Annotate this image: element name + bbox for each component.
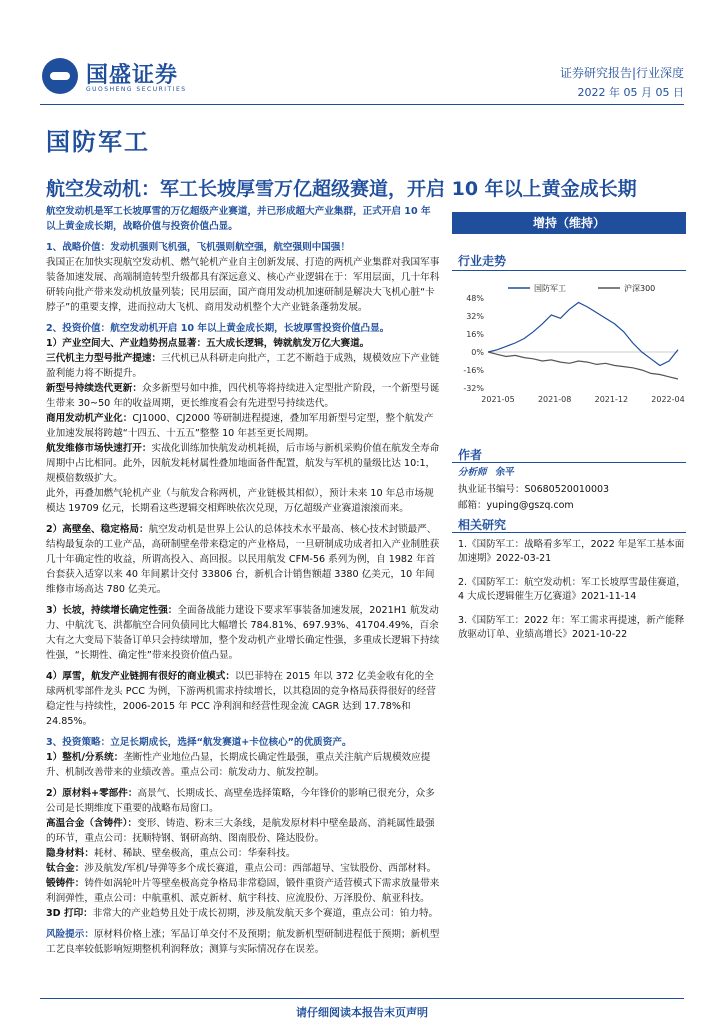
x-tick-label: 2021-08: [537, 395, 572, 404]
para-3gen: 三代机主力型号批产提速：三代机已从科研走向批产，工艺不断趋于成熟，规模效应下产业链盈利能力将不断提升。: [46, 353, 440, 379]
related-item[interactable]: 3.《国防军工：2022 年：军工需求再提速，新产能释放驱动订单、业绩高增长》2021-10-22: [458, 615, 685, 640]
para-maintenance: 航发维修市场快速打开：实战化训练加快航发动机耗损，后市场与新机采购价值在航发全寿命周期中占比相同。此外，因航发耗材属性叠加地面备件配置，航发与军机的量级比达 10:1，规模倍数级扩大。: [46, 443, 440, 484]
risk-note: 风险提示：原材料价格上涨；军品订单交付不及预期；航发新机型研制进程低于预期；新机型工艺良率较低影响短期整机利润释放；测算与实际情况存在误差。: [46, 929, 440, 955]
para-stealth: 隐身材料：耗材、稀缺、壁垒极高，重点公司：华秦科技。: [46, 848, 296, 859]
related-item[interactable]: 2.《国防军工：航空发动机：军工长坡厚雪最佳赛道，4 大成长逻辑催生万亿赛道》2021-11-14: [458, 577, 686, 602]
para-3d-print: 3D 打印：非常大的产业趋势且处于成长初期，涉及航发航天多个赛道，重点公司：铂力特。: [46, 908, 439, 919]
y-tick-label: 48%: [466, 294, 484, 303]
legend-label: 沪深300: [624, 284, 656, 293]
para-forging: 锻铸件：铸件如涡轮叶片等壁垒极高竞争格局非常稳固，锻件重资产适营模式下需求放量带来利润弹性，重点公司：中航重机、派克新材、航宇科技、应流股份、万泽股份、航亚科技。: [46, 878, 440, 904]
rating-badge: 增持（维持）: [452, 212, 686, 234]
para-titanium: 钛合金：涉及航发/军机/导弹等多个成长赛道，重点公司：西部超导、宝钛股份、西部材料。: [46, 863, 437, 874]
company-logo-icon: [42, 58, 78, 94]
section-2-head: 2、投资价值：航空发动机开启 10 年以上黄金成长期，长坡厚雪投资价值凸显。: [46, 323, 390, 334]
author-block: 分析师 余平 执业证书编号：S0680520010003 邮箱：yuping@gszq.com: [452, 466, 686, 513]
para-barrier: 2）高壁垒、稳定格局：航空发动机是世界上公认的总体技术水平最高、核心技术封锁最严、结构最复杂的工业产品，高研制壁垒带来稳定的产业格局，一旦研制成功成者扣入产业制胜获几十年确定性的收益，所谓高投入、高回报。以民用航发 CFM-56 系列为例，自 1982 年首台套获入适穿以来 40 年间累计交付 33806 台，新机合计销售额超 3380 亿美元，10 年间维修市场高达 780 亿美元。: [46, 524, 440, 595]
y-tick-label: 0%: [471, 348, 484, 357]
y-tick-label: -32%: [463, 384, 484, 393]
para-total: 此外，再叠加燃气轮机产业（与航发合称两机，产业链极其相似），预计未来 10 年总市场规模达 19709 亿元，长期看这些逻辑交相辉映依次兑现，万亿超级产业赛道滚滚而来。: [46, 488, 434, 514]
analyst-email[interactable]: 邮箱：yuping@gszq.com: [458, 500, 574, 511]
company-name-en: GUOSHENG SECURITIES: [86, 86, 187, 93]
x-tick-label: 2021-12: [594, 395, 629, 404]
x-tick-label: 2022-04: [651, 395, 685, 404]
author-head: 作者: [458, 448, 483, 462]
series-line-1: [488, 352, 678, 379]
para-materials: 2）原材料+零部件：高景气、长期成长、高壁垒选择策略，今年锋价的影响已很充分，众多公司是长期维度下重要的战略布局窗口。: [46, 788, 435, 814]
report-title: 航空发动机：军工长坡厚雪万亿超级赛道，开启 10 年以上黄金成长期: [46, 178, 637, 200]
report-type: 证券研究报告|行业深度: [559, 66, 684, 80]
main-text: 航空发动机是军工长坡厚雪的万亿超级产业赛道，并已形成超大产业集群，正式开启 10 年以上黄金成长期，战略价值与投资价值凸显。 1、战略价值：发动机强则飞机强，飞机强则航空强，航空强则中国强！ 我国正在加快实现航空发动机、燃气轮机产业自主创新发展、打造的两机产业集群对我国军事装备加速发展、高端制造转型升级都具有深远意义、核心产业逻辑在于：军用层面，几十年科研转向批产带来发动机放量列装；民用层面，国产商用发动机加速研制是解决大飞机心脏“卡脖子”的重要支撑，进而拉动大飞机、商用发动机整个大产业链条蓬勃发展。 2、投资价值：航空发动机开启 10 年以上黄金成长期，长坡厚雪投资价值凸显。 1）产业空间大、产业趋势拐点显著：五大成长逻辑，铸就航发万亿大赛道。 三代机主力型号批产提速：三代机已从科研走向批产，工艺不断趋于成熟，规模效应下产业链盈利能力将不断提升。 新型号持续迭代更新：众多新型号如中推，四代机等将持续进入定型批产阶段，一个新型号诞生带来 30~50 年的收益周期，更长维度看会有先进型号持续迭代。 商用发动机产业化：CJ1000、CJ2000 等研制进程提速，叠加军用新型号定型，整个航发产业加速发展将跨越“十四五、十五五”整整 10 年甚至更长周期。 航发维修市场快速打开：实战化训练加快航发动机耗损，后市场与新机采购价值在航发全寿命周期中占比相同。此外，因航发耗材属性叠加地面备件配置，航发与军机的量级比达 10:1，规模倍数级扩大。 此外，再叠加燃气轮机产业（与航发合称两机，产业链极其相似），预计未来 10 年总市场规模达 19709 亿元，长期看这些逻辑交相辉映依次兑现，万亿超级产业赛道滚滚而来。 2）高壁垒、稳定格局：航空发动机是世界上公认的总体技术水平最高、核心技术封锁最严、结构最复杂的工业产品，高研制壁垒带来稳定的产业格局，一旦研制成功成者扣入产业制胜获几十年确定性的收益，所谓高投入、高回报。以民用航发 CFM-56 系列为例，自 1982 年首台套获入适穿以来 40 年间累计交付 33806 台，新机合计销售额超 3380 亿美元，10 年间维修市场高达 780 亿美元。 3）长坡，持续增长确定性强：全面备战能力建设下要求军事装备加速发展，2021H1 航发动力、中航沈飞、洪都航空合同负债同比大幅增长 784.81%、697.93%、41704.49%，百余大有之大变局下装备订单只会持续增加，整个发动机产业增长确定性强，多重成长逻辑下持续性强，“长期性、确定性”带来投资价值凸显。 4）厚雪，航发产业链拥有很好的商业模式：以巴菲特在 2015 年以 372 亿美金收有化的全球两机零部件龙头 PCC 为例，下游两机需求持续增长，以其稳固的竞争格局获得很好的经营稳定性与持续性，2006-2015 年 PCC 净利润和经营性现金流 CAGR 达到 17.78%和 24.85%。 3、投资策略：立足长期成长，选择“航发赛道+卡位核心”的优质资产。 1）整机/分系统：垄断性产业地位凸显，长期成长确定性最强，重点关注航产后规模效应提升、机制改善带来的业绩改善。重点公司：航发动力、航发控制。 2）原材料+零部件：高景气、长期成长、高壁垒选择策略，今年锋价的影响已很充分，众多公司是长期维度下重要的战略布局窗口。 高温合金（含铸件）：变形、铸造、粉末三大条线，是航发原材料中壁垒最高、消耗属性最强的环节，重点公司：抚顺特钢、钢研高纳、图南股份、隆达股份。 隐身材料：耗材、稀缺、壁垒极高，重点公司：华秦科技。 钛合金：涉及航发/军机/导弹等多个成长赛道，重点公司：西部超导、宝钛股份、西部材料。 锻铸件：铸件如涡轮叶片等壁垒极高竞争格局非常稳固，锻件重资产适营模式下需求放量带来利润弹性，重点公司：中航重机、派克新材、航宇科技、应流股份、万泽股份、航亚科技。 3D 打印：非常大的产业趋势且处于成长初期，涉及航发航天多个赛道，重点公司：铂力特。 风险提示：原材料价格上涨；军品订单交付不及预期；航发新机型研制进程低于预期；新机型工艺良率较低影响短期整机利润释放；测算与实际情况存在误差。: [46, 206, 440, 955]
related-list: [452, 538, 686, 652]
report-date: 2022 年 05 月 05 日: [577, 86, 684, 99]
trend-title: 行业走势: [458, 254, 507, 268]
footer-disclaimer: 请仔细阅读本报告末页声明: [296, 1006, 428, 1019]
para-superalloy: 高温合金（含铸件）：变形、铸造、粉末三大条线，是航发原材料中壁垒最高、消耗属性最强的环节，重点公司：抚顺特钢、钢研高纳、图南股份、隆达股份。: [46, 818, 435, 844]
para-engine: 1）整机/分系统：垄断性产业地位凸显，长期成长确定性最强，重点关注航产后规模效应提升、机制改善带来的业绩改善。重点公司：航发动力、航发控制。: [46, 752, 431, 778]
section-1: 1、战略价值：发动机强则飞机强，飞机强则航空强，航空强则中国强！ 我国正在加快实现航空发动机、燃气轮机产业自主创新发展、打造的两机产业集群对我国军事装备加速发展、高端制造转型升级都具有深远意义、核心产业逻辑在于：军用层面，几十年科研转向批产带来发动机放量列装；民用层面，国产商用发动机加速研制是解决大飞机心脏“卡脖子”的重要支撑，进而拉动大飞机、商用发动机整个大产业链条蓬勃发展。: [46, 242, 440, 313]
section-3-head: 3、投资策略：立足长期成长，选择“航发赛道+卡位核心”的优质资产。: [46, 737, 352, 748]
related-item[interactable]: 1.《国防军工：战略看多军工，2022 年是军工基本面加速期》2022-03-21: [458, 539, 685, 564]
para-new-models: 新型号持续迭代更新：众多新型号如中推，四代机等将持续进入定型批产阶段，一个新型号诞生带来 30~50 年的收益周期，更长维度看会有先进型号持续迭代。: [46, 383, 440, 409]
y-tick-label: 32%: [466, 312, 484, 321]
para-business: 4）厚雪，航发产业链拥有很好的商业模式：以巴菲特在 2015 年以 372 亿美金收有化的全球两机零部件龙头 PCC 为例，下游两机需求持续增长，以其稳固的竞争格局获得很好的经营稳定性与持续性，2006-2015 年 PCC 净利润和经营性现金流 CAGR 达到 17.78%和 24.85%。: [46, 671, 436, 727]
legend-label: 国防军工: [534, 284, 566, 293]
industry-title: 国防军工: [46, 128, 150, 156]
analyst-name: 余平: [495, 467, 515, 478]
para-growth: 3）长坡，持续增长确定性强：全面备战能力建设下要求军事装备加速发展，2021H1 航发动力、中航沈飞、洪都航空合同负债同比大幅增长 784.81%、697.93%、41704.49%，百余大有之大变局下装备订单只会持续增加，整个发动机产业增长确定性强，多重成长逻辑下持续性强，“长期性、确定性”带来投资价值凸显。: [46, 605, 440, 661]
summary: 航空发动机是军工长坡厚雪的万亿超级产业赛道，并已形成超大产业集群，正式开启 10 年以上黄金成长期，战略价值与投资价值凸显。: [46, 206, 431, 232]
y-tick-label: -16%: [463, 366, 484, 375]
trend-chart: [452, 278, 686, 414]
y-tick-label: 16%: [466, 330, 484, 339]
x-tick-label: 2021-05: [481, 395, 515, 404]
related-head: 相关研究: [458, 518, 507, 532]
cert-number: 执业证书编号：S0680520010003: [458, 484, 610, 495]
header-divider: [40, 104, 684, 105]
company-name: 国盛证券: [86, 63, 179, 88]
para-commercial: 商用发动机产业化：CJ1000、CJ2000 等研制进程提速，叠加军用新型号定型，整个航发产业加速发展将跨越“十四五、十五五”整整 10 年甚至更长周期。: [46, 413, 434, 439]
